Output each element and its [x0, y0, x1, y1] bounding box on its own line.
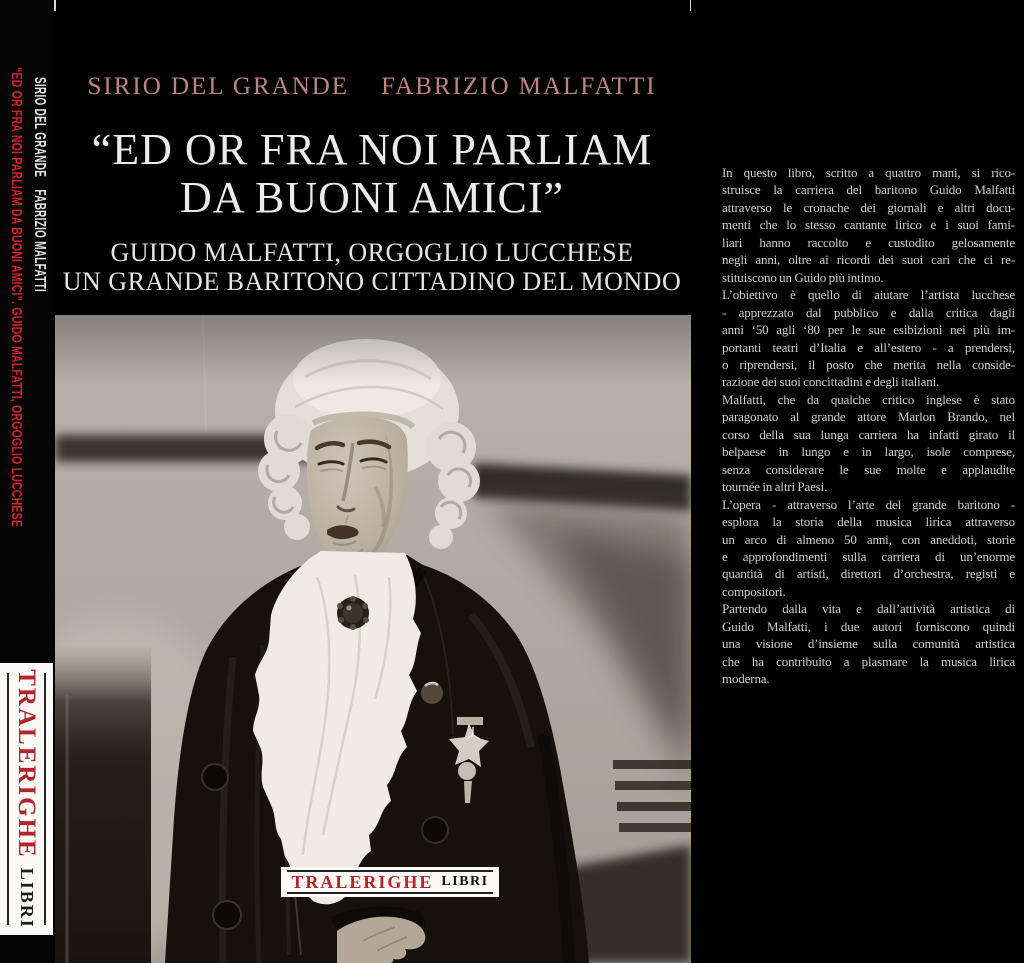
back-panel-line: e approfondimenti sulla carriera di un’enorme — [722, 548, 1015, 564]
logo-rule — [7, 673, 9, 925]
back-panel-line: Guido Malfatti, i due autori forniscono quindi — [722, 618, 1015, 634]
publisher-suffix: LIBRI — [441, 874, 489, 889]
back-panel — [691, 0, 1024, 963]
publisher-name: TRALERIGHE — [291, 871, 434, 892]
back-panel-line: belpaese in lungo e in largo, isole comprese, — [722, 444, 1015, 460]
back-panel-line: senza considerare le sue molte e applaudite — [722, 461, 1015, 477]
author-name: SIRIO DEL GRANDE — [87, 73, 350, 100]
back-panel-line: che ha contribuito a plasmare la musica lirica — [722, 653, 1015, 669]
back-panel-line: un arco di almeno 50 anni, con aneddoti, storie — [722, 531, 1015, 547]
spine — [0, 0, 53, 963]
back-panel-line: menti che lo stesso cantante lirico e i suoi fami- — [722, 217, 1015, 233]
cover-photo — [55, 315, 691, 963]
back-panel-line: compositori. — [722, 583, 786, 599]
back-panel-line: L’opera - attraverso l’arte del grande baritono - — [722, 496, 1015, 512]
spine-publisher-logo — [0, 663, 53, 935]
front-publisher-logo — [281, 867, 499, 897]
book-subtitle-line: GUIDO MALFATTI, ORGOGLIO LUCCHESE — [110, 238, 634, 267]
spine-publisher-logo-inner — [0, 663, 53, 935]
back-panel-line: o riprendersi, il posto che merita nella conside- — [722, 356, 1015, 372]
book-title — [53, 126, 691, 222]
back-panel-line: In questo libro, scritto a quattro mani, si rico- — [722, 165, 1015, 180]
back-panel-line: Partendo dalla vita e dall’attività artistica di — [722, 601, 1015, 617]
back-panel-line: moderna. — [722, 671, 770, 687]
authors-line — [53, 73, 691, 101]
publisher-name: TRALERIGHE — [13, 669, 41, 859]
back-panel-line: tournée in altri Paesi. — [722, 479, 828, 495]
back-panel-line: esplora la storia della musica lirica attraverso — [722, 514, 1015, 530]
spine-authors-text: SIRIO DEL GRANDE FABRIZIO MALFATTI — [31, 77, 48, 293]
publisher-suffix: LIBRI — [17, 867, 37, 929]
front-publisher-logo-inner — [287, 870, 493, 894]
author-name: FABRIZIO MALFATTI — [381, 73, 657, 100]
back-panel-line: paragonato al grande attore Marlon Brando, nel — [722, 409, 1015, 425]
back-panel-line: razione dei suoi concittadini e degli italiani. — [722, 374, 940, 390]
back-panel-line: struisce la carriera del baritono Guido Malfatti — [722, 182, 1015, 198]
back-panel-line: - apprezzato dal pubblico e dalla critica dagli — [722, 304, 1015, 320]
back-panel-line: liari hanno raccolto e custodito gelosamente — [722, 234, 1015, 250]
back-panel-text — [722, 164, 1015, 688]
back-panel-line: stituiscono un Guido più intimo. — [722, 269, 884, 285]
back-panel-line: quantità di artisti, direttori d’orchestra, registi e — [722, 566, 1015, 582]
book-title-line: DA BUONI AMICI” — [179, 173, 565, 222]
back-panel-line: portanti teatri d’Italia e all’estero - a prendersi, — [722, 339, 1015, 355]
back-panel-line: anni ‘50 agli ‘80 per le sue esibizioni nei più im- — [722, 322, 1015, 338]
back-panel-line: attraverso le cronache dei giornali e altri docu- — [722, 199, 1015, 215]
book-subtitle — [53, 238, 691, 296]
back-panel-line: negli anni, oltre ai ricordi dei suoi cari che ci re- — [722, 252, 1015, 268]
back-panel-line: corso della sua lunga carriera ha infatti girato il — [722, 426, 1015, 442]
back-panel-line: Malfatti, che da qualche critico inglese è stato — [722, 391, 1015, 407]
logo-rule — [44, 673, 46, 925]
door-frame — [55, 645, 151, 963]
spine-title-text: “ED OR FRA NOI PARLIAM DA BUONI AMICI”. GUIDO MALFATTI, ORGOGLIO LUCCHESE — [8, 67, 25, 528]
back-panel-line: L’obiettivo è quello di aiutare l’artista lucchese — [722, 287, 1015, 303]
back-panel-line: una visione d’insieme sulla comunità artistica — [722, 636, 1015, 652]
book-title-line: “ED OR FRA NOI PARLIAM — [91, 125, 653, 174]
book-subtitle-line: UN GRANDE BARITONO CITTADINO DEL MONDO — [62, 267, 682, 296]
